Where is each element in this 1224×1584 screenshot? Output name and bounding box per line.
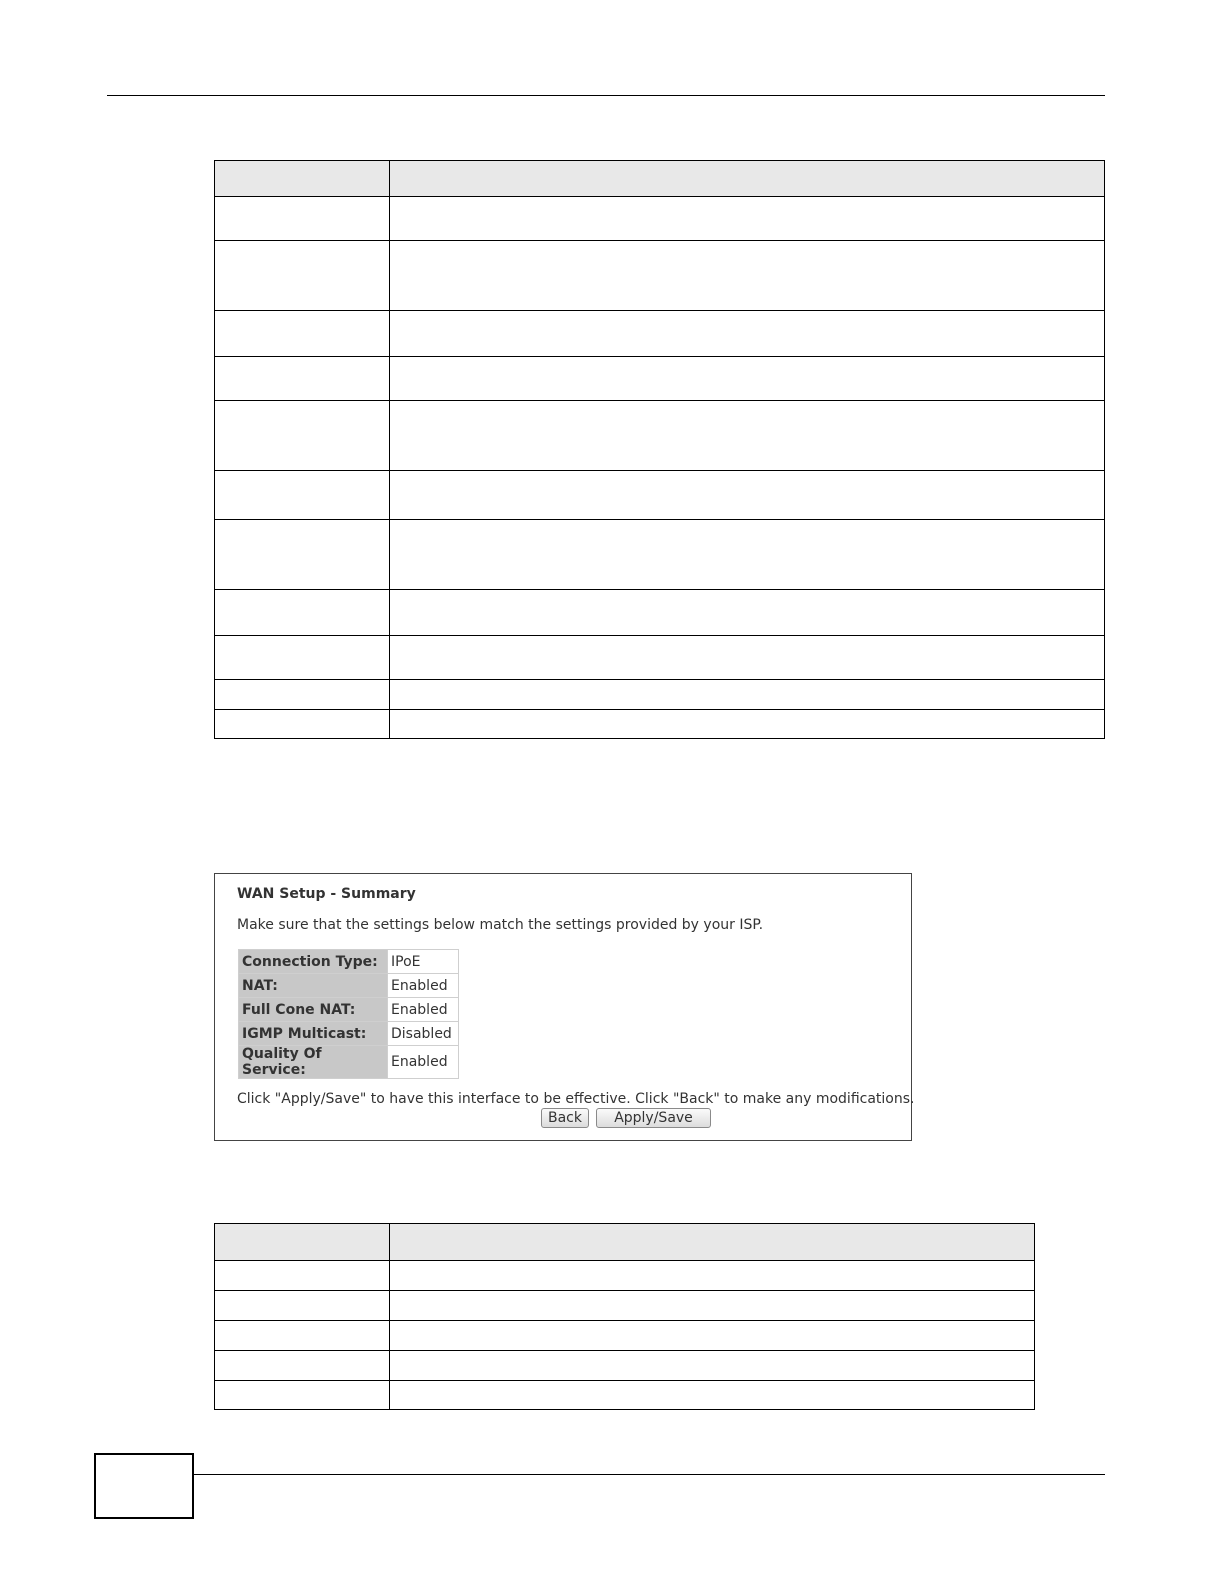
table-header-row: [215, 161, 1105, 197]
table-cell: [390, 311, 1105, 357]
summary-value: Disabled: [388, 1022, 459, 1046]
summary-label: IGMP Multicast:: [239, 1022, 388, 1046]
table-row: [215, 590, 1105, 636]
table-row: [215, 241, 1105, 311]
summary-value: Enabled: [388, 974, 459, 998]
back-button[interactable]: Back: [541, 1108, 589, 1128]
wan-setup-summary-screenshot: [214, 873, 915, 1141]
table-cell: [215, 1381, 390, 1410]
table-row: [215, 471, 1105, 520]
table-cell: [390, 1351, 1035, 1381]
table-row: [215, 197, 1105, 241]
table-cell: [390, 471, 1105, 520]
table-cell: [215, 1261, 390, 1291]
summary-row-igmp-multicast: [239, 1022, 459, 1046]
table-cell: [215, 401, 390, 471]
table-cell: [390, 710, 1105, 739]
summary-value: IPoE: [388, 950, 459, 974]
panel-title: WAN Setup - Summary: [237, 886, 416, 902]
table-cell: [215, 1291, 390, 1321]
panel-intro-text: Make sure that the settings below match the settings provided by your ISP.: [237, 917, 764, 933]
table-cell: [215, 710, 390, 739]
table-cell: [390, 590, 1105, 636]
table-cell: [215, 590, 390, 636]
table-row: [215, 1321, 1035, 1351]
table-cell: [390, 197, 1105, 241]
summary-table: [238, 949, 459, 1079]
table-row: [215, 357, 1105, 401]
table-cell: [215, 636, 390, 680]
table-row: [215, 710, 1105, 739]
table-row: [215, 1291, 1035, 1321]
table-cell: [215, 197, 390, 241]
table-row: [215, 1381, 1035, 1410]
summary-row-full-cone-nat: [239, 998, 459, 1022]
summary-label: Full Cone NAT:: [239, 998, 388, 1022]
table-cell: [215, 520, 390, 590]
table-cell: [215, 311, 390, 357]
description-table-top: [214, 160, 1105, 739]
table-cell: [390, 520, 1105, 590]
summary-label: NAT:: [239, 974, 388, 998]
table-row: [215, 680, 1105, 710]
table-cell: [215, 357, 390, 401]
header-rule: [107, 95, 1105, 96]
table-row: [215, 311, 1105, 357]
table-cell: [215, 471, 390, 520]
table-cell: [215, 241, 390, 311]
table-cell: [215, 1321, 390, 1351]
table-cell: [215, 1351, 390, 1381]
apply-save-button[interactable]: Apply/Save: [596, 1108, 711, 1128]
table-row: [215, 1261, 1035, 1291]
summary-value: Enabled: [388, 998, 459, 1022]
description-table-bottom: [214, 1223, 1035, 1410]
table-row: [215, 520, 1105, 590]
table-row: [215, 401, 1105, 471]
summary-row-quality-of-service: [239, 1046, 459, 1079]
table-header-cell: [215, 161, 390, 197]
table-header-cell: [215, 1224, 390, 1261]
table-cell: [390, 241, 1105, 311]
table-cell: [390, 1291, 1035, 1321]
table-cell: [215, 680, 390, 710]
table-cell: [390, 1381, 1035, 1410]
panel-instruction-text: Click "Apply/Save" to have this interface to be effective. Click "Back" to make any modifications.: [237, 1091, 915, 1107]
footer-rule: [192, 1474, 1105, 1475]
table-cell: [390, 1261, 1035, 1291]
page-number-box: [94, 1453, 194, 1519]
table-row: [215, 636, 1105, 680]
table-cell: [390, 357, 1105, 401]
table-header-cell: [390, 161, 1105, 197]
table-cell: [390, 401, 1105, 471]
summary-label: Connection Type:: [239, 950, 388, 974]
table-cell: [390, 636, 1105, 680]
table-header-row: [215, 1224, 1035, 1261]
summary-row-nat: [239, 974, 459, 998]
table-header-cell: [390, 1224, 1035, 1261]
table-row: [215, 1351, 1035, 1381]
summary-value: Enabled: [388, 1046, 459, 1079]
table-cell: [390, 1321, 1035, 1351]
summary-row-connection-type: [239, 950, 459, 974]
table-cell: [390, 680, 1105, 710]
summary-label: Quality Of Service:: [239, 1046, 388, 1079]
